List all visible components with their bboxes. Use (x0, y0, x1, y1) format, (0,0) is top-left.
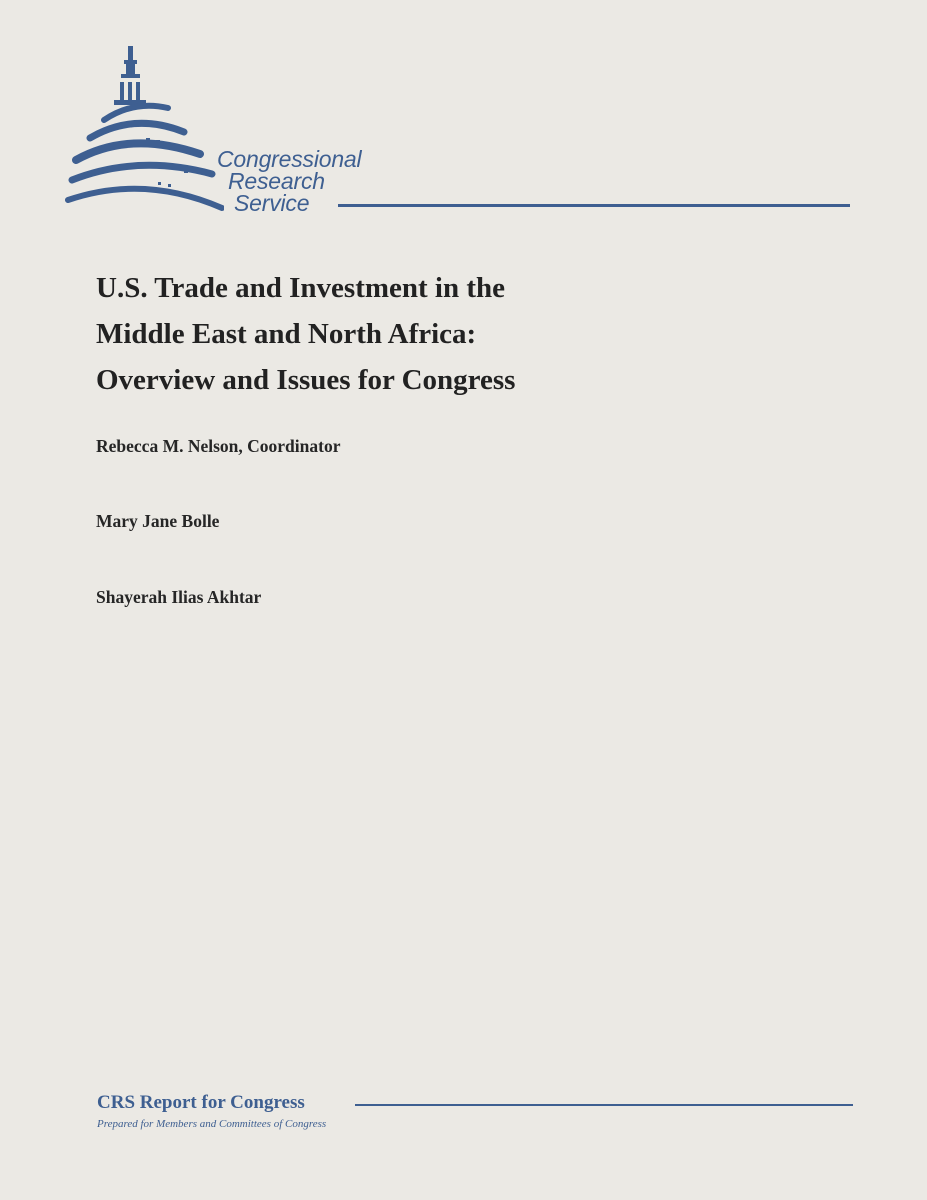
footer-report-label: CRS Report for Congress (97, 1092, 305, 1113)
header-divider (338, 204, 850, 207)
report-title-line-1: U.S. Trade and Investment in the (96, 272, 506, 304)
footer-subtitle: Prepared for Members and Committees of Congress (97, 1118, 327, 1130)
report-title (96, 265, 796, 403)
logo-line-congressional: Congressional (217, 146, 362, 172)
author-second: Mary Jane Bolle (96, 511, 220, 531)
logo-line-research: Research (228, 168, 325, 194)
logo-line-service: Service (234, 190, 310, 216)
report-title-line-2: Middle East and North Africa: (96, 318, 477, 350)
author-third: Shayerah Ilias Akhtar (96, 587, 262, 607)
footer-divider (355, 1104, 853, 1106)
author-coordinator: Rebecca M. Nelson, Coordinator (96, 436, 341, 456)
report-title-line-3: Overview and Issues for Congress (96, 364, 516, 396)
capitol-dome-logo-icon (64, 42, 224, 218)
